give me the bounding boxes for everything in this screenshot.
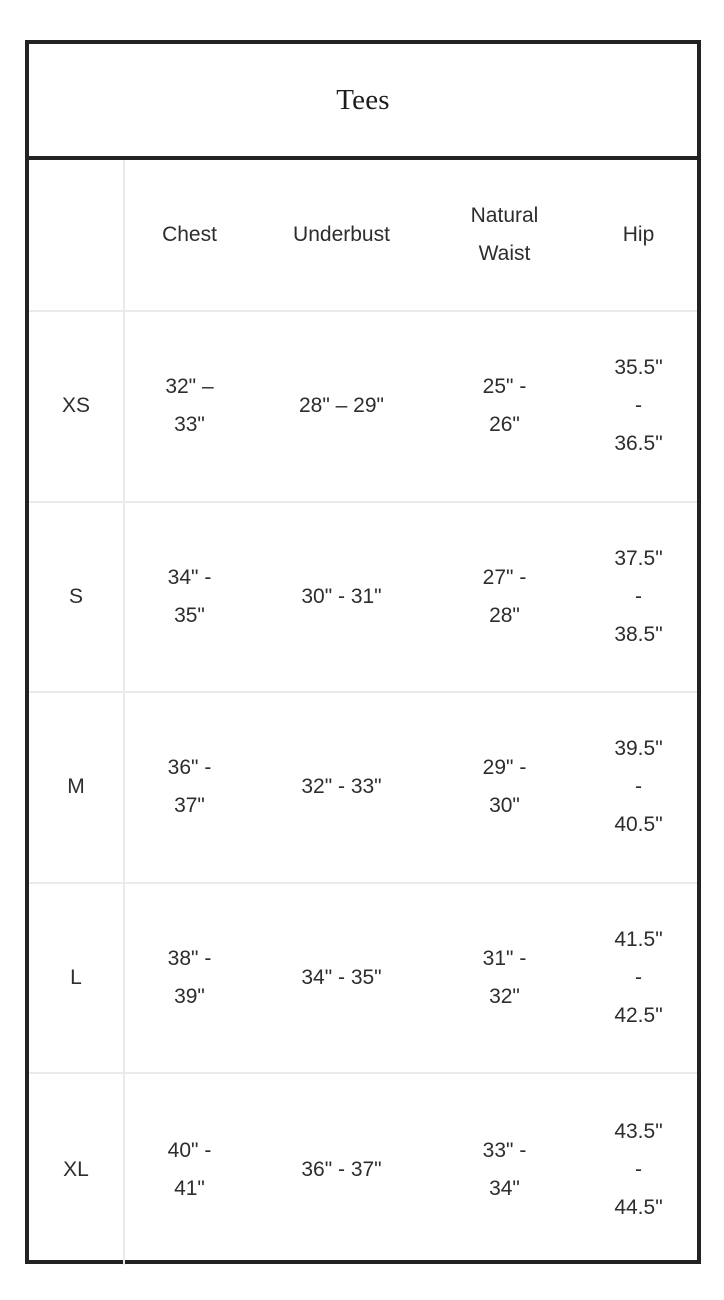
chest-value: 40" - 41" <box>167 1138 212 1200</box>
waist-value: 25" - 26" <box>429 312 580 503</box>
underbust-value: 28" – 29" <box>254 312 429 503</box>
header-cell-natural-waist: Natural Waist <box>429 160 580 312</box>
header-cell-chest: Chest <box>125 160 254 312</box>
underbust-value: 30" - 31" <box>254 503 429 694</box>
size-label: XL <box>29 1074 125 1265</box>
header-cell-hip: Hip <box>580 160 697 312</box>
hip-value: 43.5" - 44.5" <box>614 1119 663 1219</box>
hip-value: 37.5" - 38.5" <box>580 503 697 694</box>
size-label: S <box>29 503 125 694</box>
underbust-value: 36" - 37" <box>301 1157 382 1181</box>
size-label: XS <box>29 312 125 503</box>
hip-value: 41.5" - 42.5" <box>580 884 697 1075</box>
title-row <box>29 44 697 160</box>
waist-value: 31" - 32" <box>429 884 580 1075</box>
waist-value: 27" - 28" <box>429 503 580 694</box>
chest-value: 36" - 37" <box>125 693 254 884</box>
table-title: Tees <box>336 83 390 116</box>
chest-value: 32" – 33" <box>125 312 254 503</box>
chest-value: 34" - 35" <box>125 503 254 694</box>
hip-value: 39.5" - 40.5" <box>580 693 697 884</box>
underbust-value: 32" - 33" <box>254 693 429 884</box>
header-cell-size <box>29 160 125 312</box>
size-grid <box>29 160 697 1265</box>
header-cell-underbust: Underbust <box>254 160 429 312</box>
chest-value: 38" - 39" <box>125 884 254 1075</box>
waist-value: 33" - 34" <box>482 1138 527 1200</box>
underbust-value: 34" - 35" <box>254 884 429 1075</box>
size-label: M <box>29 693 125 884</box>
size-label: L <box>29 884 125 1075</box>
hip-value: 35.5" - 36.5" <box>580 312 697 503</box>
size-chart-table <box>25 40 701 1264</box>
waist-value: 29" - 30" <box>429 693 580 884</box>
